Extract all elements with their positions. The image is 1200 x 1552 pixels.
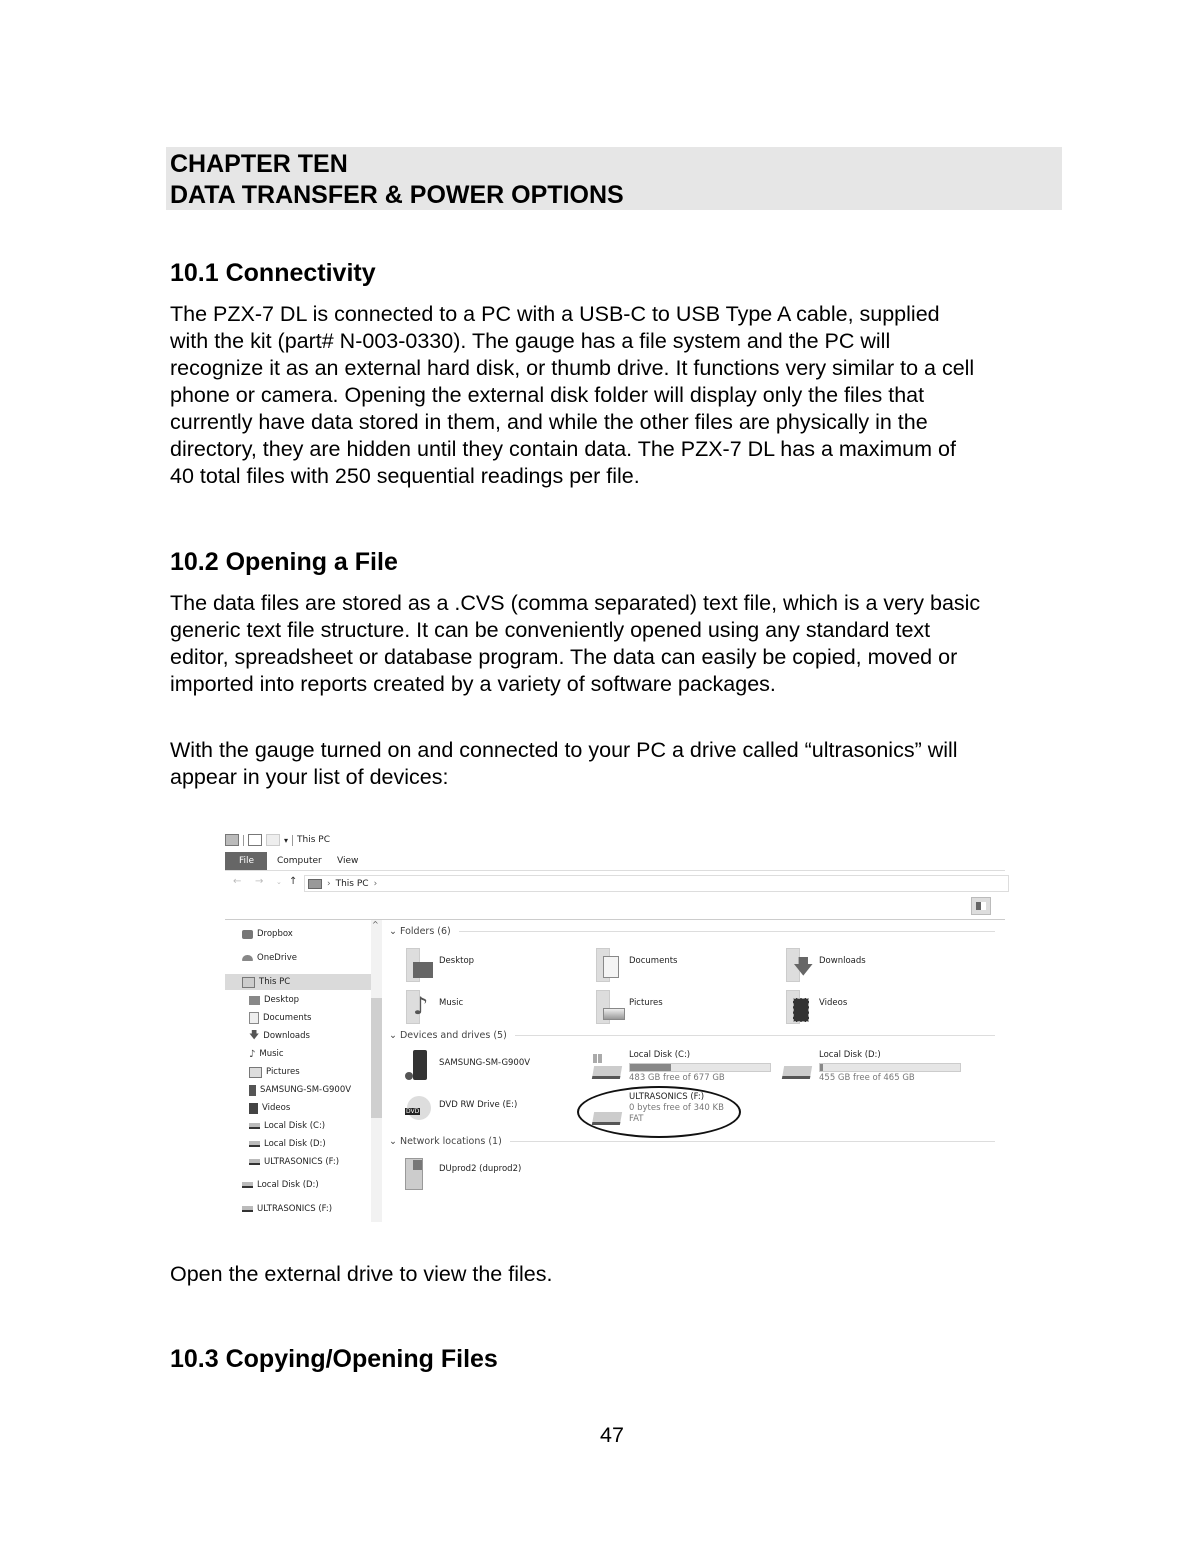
nav-label: Music: [259, 1049, 284, 1059]
desktop-icon: [249, 996, 260, 1005]
drive-local-disk-c[interactable]: [593, 1050, 773, 1090]
drive-local-disk-d[interactable]: [783, 1050, 963, 1090]
paragraph-connectivity: [170, 301, 1070, 490]
text-line: currently have data stored in them, and while the other files are physically in the: [170, 410, 928, 434]
music-folder-icon: ♪: [403, 990, 435, 1024]
chapter-number: CHAPTER TEN: [170, 150, 348, 178]
drive-filesystem: FAT: [629, 1114, 644, 1124]
nav-pane-scrollbar[interactable]: [371, 920, 382, 1222]
address-row: [225, 875, 1005, 891]
drive-name: ULTRASONICS (F:): [629, 1092, 705, 1102]
separator: [243, 835, 244, 846]
nav-item-downloads[interactable]: [249, 1028, 310, 1044]
videos-icon: [249, 1103, 258, 1114]
preview-pane-toggle-icon[interactable]: [971, 897, 991, 915]
nav-label: OneDrive: [257, 953, 297, 963]
drive-icon: [782, 1066, 812, 1079]
address-bar[interactable]: [304, 875, 1009, 892]
nav-item-this-pc[interactable]: [225, 974, 371, 990]
nav-item-onedrive[interactable]: [242, 950, 297, 966]
drive-usage-bar: [629, 1063, 771, 1072]
section-heading-opening-file: 10.2 Opening a File: [170, 548, 398, 576]
network-drive-icon: [403, 1156, 435, 1190]
divider: [515, 1035, 995, 1036]
device-name: DUprod2 (duprod2): [439, 1164, 522, 1174]
pc-icon: [242, 977, 255, 988]
paragraph-open-drive: [170, 1261, 1070, 1288]
nav-item-local-disk-d[interactable]: [249, 1136, 326, 1152]
text-line: with the kit (part# N-003-0330). The gauge has a file system and the PC will: [170, 329, 891, 353]
text-line: generic text file structure. It can be conveniently opened using any standard text: [170, 618, 931, 642]
text-line: directory, they are hidden until they contain data. The PZX-7 DL has a maximum of: [170, 437, 956, 461]
scroll-up-icon[interactable]: ^: [372, 920, 379, 929]
chapter-title: DATA TRANSFER & POWER OPTIONS: [170, 181, 624, 209]
file-explorer-screenshot: [225, 828, 1005, 1223]
nav-label: ULTRASONICS (F:): [257, 1204, 333, 1214]
back-arrow-icon[interactable]: ←: [233, 876, 242, 887]
folder-pictures[interactable]: [593, 990, 663, 1024]
windows-logo-icon: [593, 1054, 602, 1063]
drive-free-space: 455 GB free of 465 GB: [819, 1073, 915, 1083]
folder-downloads[interactable]: [783, 948, 866, 982]
drive-dvd-rw-e[interactable]: [403, 1092, 517, 1126]
toolbar-row: [225, 891, 1005, 920]
navigation-pane: [225, 920, 383, 1222]
device-name: SAMSUNG-SM-G900V: [439, 1058, 531, 1068]
group-header-folders[interactable]: [389, 926, 995, 937]
nav-label: Videos: [262, 1103, 291, 1113]
phone-icon: [249, 1085, 256, 1096]
drive-icon: [249, 1141, 260, 1147]
paragraph-drive-appears: [170, 737, 1070, 791]
device-samsung[interactable]: [403, 1050, 530, 1084]
nav-label: Desktop: [264, 995, 300, 1005]
folder-name: Pictures: [629, 998, 663, 1008]
chevron-down-icon: ⌄: [389, 926, 397, 937]
downloads-folder-icon: 🡇: [783, 948, 815, 982]
tab-view[interactable]: View: [337, 856, 359, 866]
paragraph-opening-file: [170, 590, 1070, 698]
folder-music[interactable]: [403, 990, 463, 1024]
text-line: phone or camera. Opening the external disk folder will display only the files that: [170, 383, 925, 407]
ribbon: [225, 852, 1005, 871]
nav-label: Local Disk (C:): [264, 1121, 326, 1131]
nav-label: Pictures: [266, 1067, 300, 1077]
nav-label: This PC: [259, 977, 291, 987]
pc-icon: [225, 834, 239, 846]
divider: [459, 931, 995, 932]
drive-icon: [592, 1066, 622, 1079]
customize-dropdown-icon[interactable]: ▾: [284, 835, 289, 845]
folder-name: Downloads: [819, 956, 866, 966]
nav-item-music[interactable]: [249, 1046, 284, 1062]
drive-usage-fill: [630, 1064, 671, 1071]
text-line: editor, spreadsheet or database program. The data can easily be copied, moved or: [170, 645, 958, 669]
tab-computer[interactable]: Computer: [277, 856, 322, 866]
group-header-network[interactable]: [389, 1136, 995, 1147]
nav-item-dropbox[interactable]: [242, 926, 293, 942]
drive-icon: [242, 1206, 253, 1212]
drive-name: Local Disk (C:): [629, 1050, 691, 1060]
nav-label: Local Disk (D:): [264, 1139, 326, 1149]
chapter-title-box: [166, 147, 1062, 210]
nav-label: ULTRASONICS (F:): [264, 1157, 340, 1167]
pc-icon: [308, 879, 322, 889]
chevron-down-icon: ⌄: [389, 1136, 397, 1147]
group-label: Folders (6): [399, 926, 451, 937]
section-heading-connectivity: 10.1 Connectivity: [170, 259, 376, 287]
section-heading-copying-files: 10.3 Copying/Opening Files: [170, 1345, 498, 1373]
folder-desktop[interactable]: [403, 948, 474, 982]
text-line: With the gauge turned on and connected to your PC a drive called “ultrasonics” will: [170, 738, 958, 762]
pictures-folder-icon: [593, 990, 625, 1024]
recent-dropdown-icon[interactable]: ⌄: [276, 878, 282, 886]
downloads-icon: 🡇: [249, 1029, 260, 1041]
group-label: Network locations (1): [399, 1136, 502, 1147]
folder-name: Music: [439, 998, 464, 1008]
group-header-devices[interactable]: [389, 1030, 995, 1041]
drive-icon: [249, 1159, 260, 1165]
chevron-down-icon: ⌄: [389, 1030, 397, 1041]
nav-item-ultrasonics-f[interactable]: [249, 1154, 339, 1170]
highlight-circle-annotation: [577, 1086, 741, 1138]
nav-label: Downloads: [263, 1031, 310, 1041]
window-title: This PC: [297, 835, 330, 845]
content-pane: [385, 920, 1005, 1222]
folder-name: Documents: [629, 956, 678, 966]
text-line: The data files are stored as a .CVS (comma separated) text file, which is a very basic: [170, 591, 981, 615]
nav-item-pictures[interactable]: [249, 1064, 300, 1080]
onedrive-icon: [242, 955, 253, 961]
nav-label: Local Disk (D:): [257, 1180, 319, 1190]
breadcrumb-chevron-icon[interactable]: ›: [327, 878, 331, 889]
quick-access-toolbar: [225, 832, 330, 848]
drive-icon: [242, 1182, 253, 1188]
drive-free-space: 0 bytes free of 340 KB: [629, 1103, 724, 1113]
nav-item-videos[interactable]: [249, 1100, 290, 1116]
folder-documents[interactable]: [593, 948, 677, 982]
documents-icon: [249, 1012, 259, 1024]
drive-usage-fill: [820, 1064, 823, 1071]
nav-item-local-disk-d-root[interactable]: [242, 1177, 319, 1193]
nav-item-desktop[interactable]: [249, 992, 299, 1008]
text-line: appear in your list of devices:: [170, 765, 449, 789]
up-arrow-icon[interactable]: ↑: [289, 876, 298, 887]
videos-folder-icon: [783, 990, 815, 1024]
drive-usage-bar: [819, 1063, 961, 1072]
desktop-folder-icon: [403, 948, 435, 982]
device-name: DVD RW Drive (E:): [439, 1100, 518, 1110]
folder-name: Desktop: [439, 956, 475, 966]
drive-free-space: 483 GB free of 677 GB: [629, 1073, 725, 1083]
folder-videos[interactable]: [783, 990, 847, 1024]
nav-item-local-disk-c[interactable]: [249, 1118, 325, 1134]
divider: [510, 1141, 995, 1142]
nav-item-ultrasonics-f-root[interactable]: [242, 1201, 332, 1217]
dvd-drive-icon: DVD: [403, 1092, 435, 1126]
documents-folder-icon: [593, 948, 625, 982]
scroll-thumb[interactable]: [371, 998, 382, 1118]
text-line: recognize it as an external hard disk, or thumb drive. It functions very similar to a cell: [170, 356, 975, 380]
group-label: Devices and drives (5): [399, 1030, 507, 1041]
page-number: 47: [600, 1423, 624, 1447]
folder-name: Videos: [819, 998, 848, 1008]
text-line: The PZX-7 DL is connected to a PC with a USB-C to USB Type A cable, supplied: [170, 302, 940, 326]
music-icon: ♪: [249, 1048, 256, 1060]
dropbox-icon: [242, 930, 253, 939]
breadcrumb-this-pc[interactable]: This PC: [335, 878, 369, 889]
forward-arrow-icon[interactable]: →: [255, 876, 264, 887]
tab-file[interactable]: File: [225, 852, 267, 870]
nav-item-documents[interactable]: [249, 1010, 311, 1026]
nav-label: SAMSUNG-SM-G900V: [260, 1085, 352, 1095]
drive-icon: [249, 1123, 260, 1129]
breadcrumb-chevron-icon[interactable]: ›: [373, 878, 378, 889]
nav-label: Documents: [263, 1013, 312, 1023]
separator: [292, 835, 293, 846]
network-duprod2[interactable]: [403, 1156, 521, 1190]
phone-icon: [403, 1050, 435, 1084]
drive-name: Local Disk (D:): [819, 1050, 881, 1060]
text-line: Open the external drive to view the files.: [170, 1262, 553, 1286]
nav-label: Dropbox: [257, 929, 293, 939]
new-folder-icon[interactable]: [266, 834, 280, 846]
text-line: 40 total files with 250 sequential readings per file.: [170, 464, 640, 488]
nav-item-samsung[interactable]: [249, 1082, 351, 1098]
text-line: imported into reports created by a variety of software packages.: [170, 672, 776, 696]
properties-icon[interactable]: [248, 834, 262, 846]
pictures-icon: [249, 1067, 262, 1078]
